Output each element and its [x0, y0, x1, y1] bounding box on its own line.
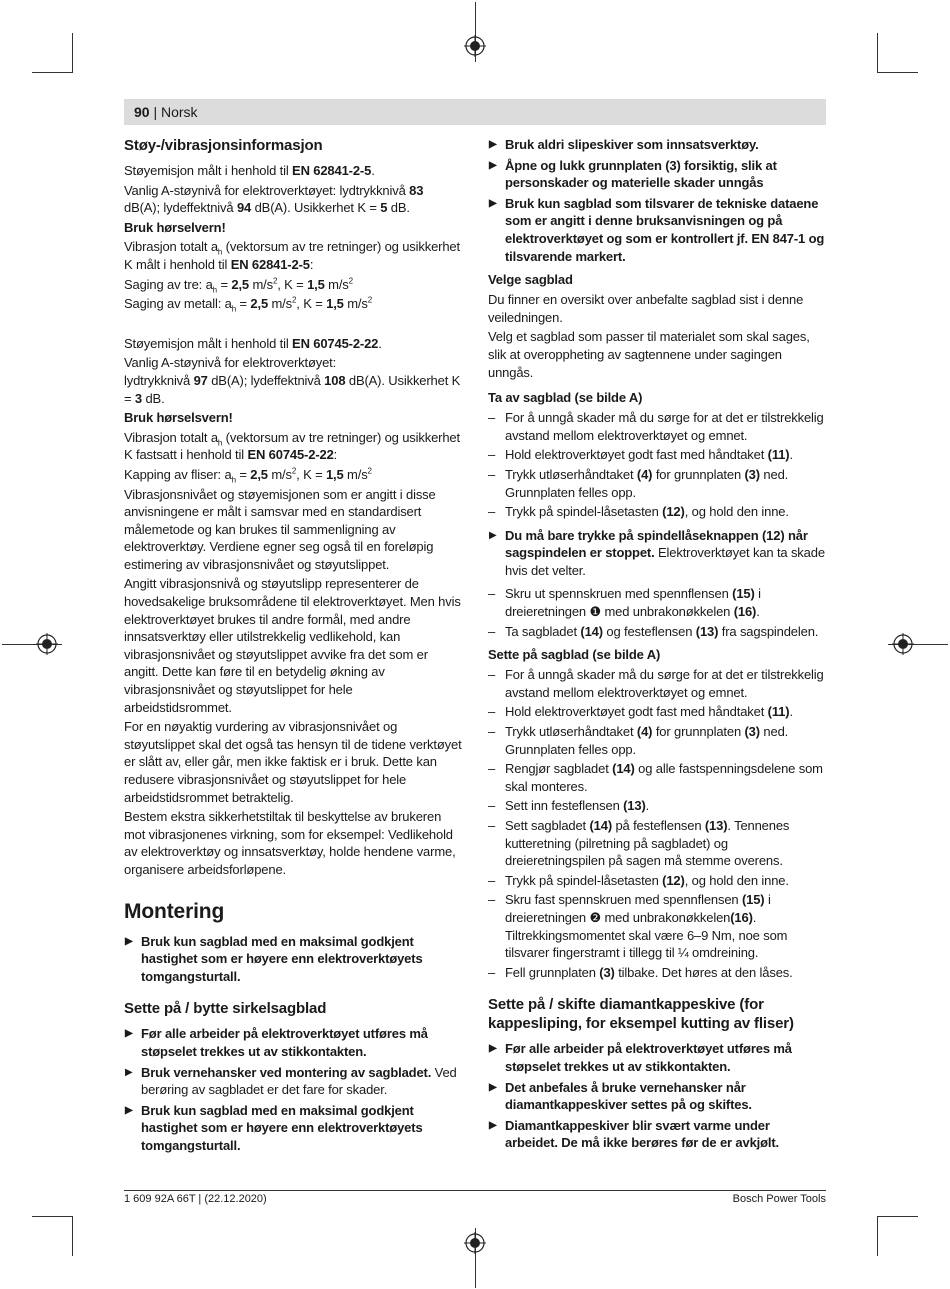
- warning-list: [488, 527, 826, 580]
- dash-bullet: –: [488, 724, 496, 740]
- list-item: – For å unngå skader må du sørge for at det er tilstrekkelig avstand mellom elektroverktøyet og emnet.: [488, 667, 824, 700]
- subsection-title-velge: Velge sagblad: [488, 272, 573, 288]
- vibration-value: Kapping av fliser: $a_h = 2,5$ $m/s^2$, K = 1,5 $m/s^2$: [124, 466, 372, 485]
- list-item: – Ta sagbladet (14) og festeflensen (13) fra sagspindelen.: [488, 623, 819, 639]
- right-column: [488, 136, 826, 1158]
- crop-mark: [878, 1216, 918, 1217]
- page-header-text: [134, 104, 198, 120]
- warning-list: [488, 1040, 826, 1152]
- footer-doc-id: 1 609 92A 66T | (22.12.2020): [124, 1193, 267, 1205]
- paragraph: Støyemisjon målt i henhold til EN 60745-2-22.: [124, 335, 382, 351]
- list-item: ▶ Bruk aldri slipeskiver som innsatsverktøy.: [489, 137, 759, 152]
- registration-mark-icon: [892, 633, 914, 655]
- list-item: – Sett sagbladet (14) på festeflensen (13). Tennenes kutteretning (pilretning på sagbladet) og dreieretningspilen på sagen må stemme overens.: [488, 818, 790, 869]
- paragraph: Bestem ekstra sikkerhetstiltak til beskyttelse av brukeren mot vibrasjonenes virkning, som for eksempel: Vedlikehold av elektroverktøy og innsatsverktøy, holde hendene varme, organisere arbeidsforløpene.: [124, 809, 456, 877]
- triangle-bullet-icon: ▶: [489, 159, 497, 171]
- warning-list: [124, 1025, 462, 1154]
- paragraph: For en nøyaktig vurdering av vibrasjonsnivået og støyutslippet skal det også tas hensyn til de tidene verktøyet er slått av, eller går, men ikke faktisk er i bruk. Dette kan redusere vibrasjonsnivået og støyutslippet for hele arbeidstidsrommet betraktelig.: [124, 719, 462, 805]
- page-header: [124, 99, 826, 125]
- paragraph: Vanlig A-støynivå for elektroverktøyet: lydtrykknivå 83 dB(A); lydeffektnivå 94 dB(A). Usikkerhet K = 5 dB.: [124, 182, 424, 216]
- vibration-value: Saging av metall: $a_h = 2,5$ $m/s^2$, K = 1,5 $m/s^2$: [124, 295, 372, 314]
- crop-mark: [878, 72, 918, 73]
- dash-bullet: –: [488, 818, 496, 833]
- triangle-bullet-icon: ▶: [125, 935, 133, 947]
- paragraph: Vibrasjon totalt $a_h$ (vektorsum av tre retninger) og usikkerhet K fastsatt i henhold til EN 60745-2-22:: [124, 429, 460, 463]
- paragraph: Vibrasjon totalt $a_h$ (vektorsum av tre retninger) og usikkerhet K målt i henhold til EN 62841-2-5:: [124, 239, 460, 272]
- list-item: – Hold elektroverktøyet godt fast med håndtaket (11).: [488, 447, 793, 463]
- subsection-title-sette-pa: Sette på sagblad (se bilde A): [488, 647, 661, 663]
- list-item: ▶ Det anbefales å bruke vernehansker når diamantkappeskiver settes på og skiftes.: [489, 1079, 752, 1113]
- list-item: ▶ Bruk kun sagblad som tilsvarer de tekniske dataene som er angitt i denne bruksanvisningen og på elektroverktøyet og som er kontrollert jf. EN 847-1 og tilsvarende markert.: [489, 195, 825, 264]
- crop-mark: [877, 1216, 878, 1256]
- list-item: – Fell grunnplaten (3) tilbake. Det høres at den låses.: [488, 964, 793, 980]
- footer-brand: Bosch Power Tools: [732, 1193, 826, 1205]
- step-list: [488, 409, 826, 521]
- registration-mark-icon: [464, 35, 486, 57]
- paragraph: Vanlig A-støynivå for elektroverktøyet: lydtrykknivå 97 dB(A); lydeffektnivå 108 dB(A). Usikkerhet K = 3 dB.: [124, 355, 461, 406]
- list-item: – Trykk utløserhåndtaket (4) for grunnplaten (3) ned. Grunnplaten felles opp.: [488, 466, 789, 500]
- section-title-noise: Støy-/vibrasjonsinformasjon: [124, 137, 323, 154]
- page-number: 90: [134, 104, 150, 120]
- registration-mark-icon: [464, 1232, 486, 1254]
- crop-mark: [32, 72, 72, 73]
- dash-bullet: –: [488, 466, 496, 482]
- triangle-bullet-icon: ▶: [125, 1066, 133, 1078]
- dash-bullet: –: [488, 964, 496, 980]
- vibration-value: Saging av tre: $a_h = 2,5$ $m/s^2$, K = 1,5 $m/s^2$: [124, 276, 353, 295]
- subsection-title-ta-av: Ta av sagblad (se bilde A): [488, 390, 643, 406]
- dash-bullet: –: [488, 872, 496, 888]
- left-column: [124, 136, 462, 1161]
- list-item: ▶ Bruk kun sagblad med en maksimal godkjent hastighet som er høyere enn elektroverktøyets tomgangsturtall.: [125, 933, 423, 984]
- registration-mark-icon: [36, 633, 58, 655]
- list-item: ▶ Du må bare trykke på spindellåseknappen (12) når sagspindelen er stoppet. Elektroverktøyet kan ta skade hvis det velter.: [489, 527, 825, 578]
- list-item: ▶ Bruk vernehansker ved montering av sagbladet. Ved berøring av sagbladet er det fare for skader.: [125, 1064, 457, 1098]
- triangle-bullet-icon: ▶: [489, 1119, 497, 1131]
- list-item: – Trykk på spindel-låsetasten (12), og hold den inne.: [488, 872, 789, 888]
- step-list: [488, 666, 826, 981]
- dash-bullet: –: [488, 623, 496, 639]
- list-item: – Trykk utløserhåndtaket (4) for grunnplaten (3) ned. Grunnplaten felles opp.: [488, 724, 789, 757]
- triangle-bullet-icon: ▶: [489, 529, 497, 541]
- dash-bullet: –: [488, 798, 496, 814]
- section-title-sirkelsagblad: Sette på / bytte sirkelsagblad: [124, 1000, 327, 1018]
- list-item: – Hold elektroverktøyet godt fast med håndtaket (11).: [488, 704, 793, 720]
- list-item: ▶ Før alle arbeider på elektroverktøyet utføres må støpselet trekkes ut av stikkontakten.: [125, 1026, 428, 1059]
- warning-list: [488, 136, 826, 265]
- list-item: ▶ Før alle arbeider på elektroverktøyet utføres må støpselet trekkes ut av stikkontakten.: [489, 1041, 792, 1074]
- triangle-bullet-icon: ▶: [489, 139, 497, 150]
- crop-mark: [32, 1216, 72, 1217]
- list-item: – Skru ut spennskruen med spennflensen (15) i dreieretningen ❶ med unbrakonøkkelen (16).: [488, 586, 761, 620]
- triangle-bullet-icon: ▶: [489, 1043, 497, 1055]
- dash-bullet: –: [488, 447, 496, 463]
- section-title-diamantkappeskive: Sette på / skifte diamantkappeskive (for kappesliping, for eksempel kutting av fliser): [488, 996, 794, 1033]
- list-item: – Skru fast spennskruen med spennflensen (15) i dreieretningen ❷ med unbrakonøkkelen(16). Tiltrekkingsmomentet skal være 6–9 Nm, noe som tilsvarer fingerstramt i tillegg til ¼ omdreining.: [488, 892, 788, 961]
- crop-mark: [72, 33, 73, 73]
- paragraph: Velg et sagblad som passer til materialet som skal sages, slik at overoppheting av sagtennene under sagingen unngås.: [488, 329, 810, 380]
- triangle-bullet-icon: ▶: [489, 197, 497, 209]
- paragraph: Angitt vibrasjonsnivå og støyutslipp representerer de hovedsakelige bruksområdene til elektroverktøyet. Men hvis elektroverktøyet brukes til andre formål, med andre innsatsverktøy eller utilstrekkelig vedlikehold, kan vibrasjonsnivået og støyutslippet avvike fra det som er angitt. Dette kan føre til en betydelig økning av vibrasjonsnivået og støyutslippet for hele arbeidstidsrommet.: [124, 576, 461, 715]
- footer-divider: [124, 1190, 826, 1191]
- dash-bullet: –: [488, 704, 496, 720]
- hearing-warning: Bruk hørselvern!: [124, 219, 226, 235]
- crop-mark: [877, 33, 878, 73]
- header-language: Norsk: [161, 104, 198, 120]
- list-item: – Sett inn festeflensen (13).: [488, 798, 650, 814]
- dash-bullet: –: [488, 761, 496, 777]
- step-list: [488, 585, 826, 640]
- chapter-title-montering: Montering: [124, 899, 225, 923]
- list-item: ▶ Bruk kun sagblad med en maksimal godkjent hastighet som er høyere enn elektroverktøyets tomgangsturtall.: [125, 1102, 423, 1153]
- paragraph: Støyemisjon målt i henhold til EN 62841-2-5.: [124, 163, 375, 178]
- dash-bullet: –: [488, 410, 496, 426]
- triangle-bullet-icon: ▶: [125, 1104, 133, 1116]
- triangle-bullet-icon: ▶: [489, 1081, 497, 1093]
- triangle-bullet-icon: ▶: [125, 1028, 133, 1040]
- list-item: – Trykk på spindel-låsetasten (12), og hold den inne.: [488, 504, 789, 520]
- warning-list: [124, 933, 462, 986]
- paragraph: Vibrasjonsnivået og støyemisjonen som er angitt i disse anvisningene er målt i samsvar med en standardisert målemetode og kan brukes til sammenligning av elektroverktøy. Verdiene egner seg også til en foreløpig estimering av vibrasjonsnivået og støyutslippet.: [124, 486, 436, 572]
- crop-mark: [72, 1216, 73, 1256]
- paragraph: Du finner en oversikt over anbefalte sagblad sist i denne veiledningen.: [488, 292, 804, 325]
- list-item: ▶ Diamantkappeskiver blir svært varme under arbeidet. De må ikke berøres før de er avkjølt.: [489, 1117, 780, 1151]
- hearing-warning: Bruk hørselsvern!: [124, 410, 233, 426]
- list-item: ▶ Åpne og lukk grunnplaten (3) forsiktig, slik at personskader og materielle skader unngås: [489, 157, 777, 191]
- header-separator: |: [153, 104, 158, 120]
- dash-bullet: –: [488, 504, 496, 520]
- dash-bullet: –: [488, 892, 496, 908]
- list-item: – Rengjør sagbladet (14) og alle fastspenningsdelene som skal monteres.: [488, 761, 823, 794]
- dash-bullet: –: [488, 586, 496, 602]
- dash-bullet: –: [488, 667, 496, 683]
- list-item: – For å unngå skader må du sørge for at det er tilstrekkelig avstand mellom elektroverktøyet og emnet.: [488, 410, 824, 443]
